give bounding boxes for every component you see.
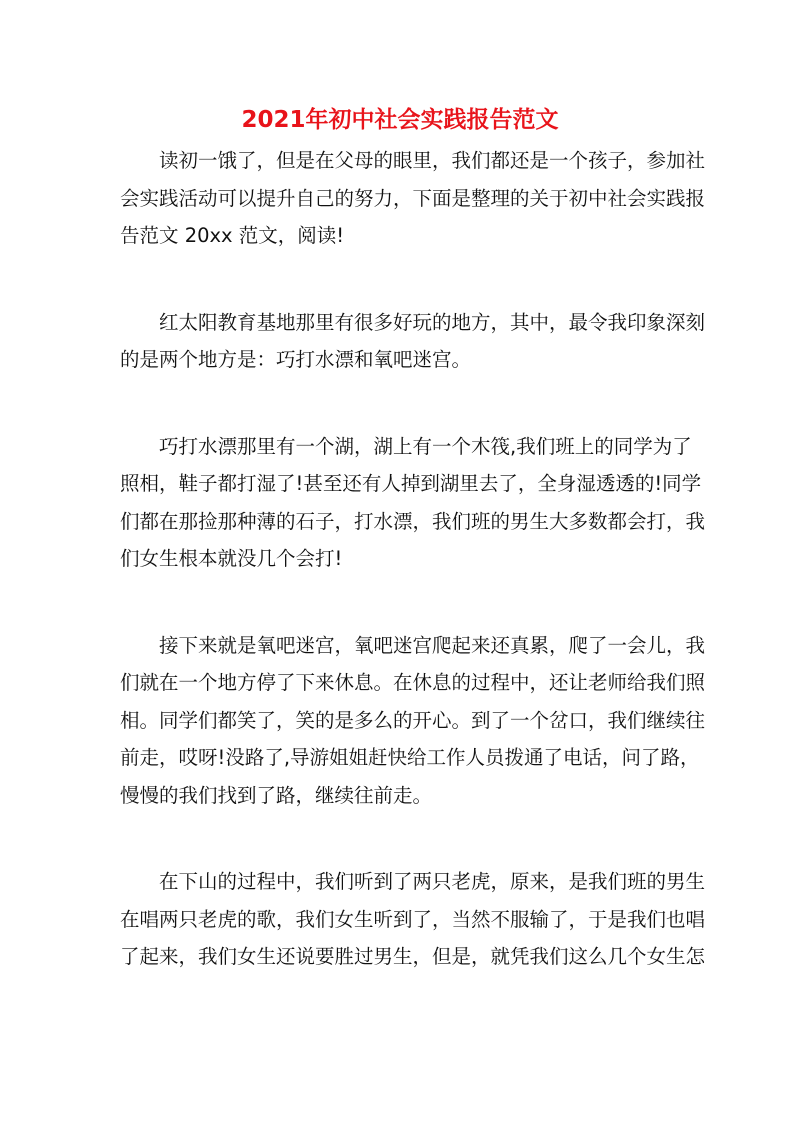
document-body: [120, 142, 706, 1025]
paragraph-4: [120, 627, 706, 815]
paragraph-2: [120, 304, 706, 379]
text-line: 会实践活动可以提升自己的努力，下面是整理的关于初中社会实践报: [120, 186, 706, 210]
paragraph-3: [120, 428, 706, 578]
text-line: 告范文 20xx 范文，阅读!: [120, 224, 345, 247]
text-line: 在唱两只老虎的歌，我们女生听到了，当然不服输了，于是我们也唱: [120, 907, 706, 931]
text-line: 前走，哎呀!没路了,导游姐姐赶快给工作人员拨通了电话，问了路，: [120, 746, 700, 769]
text-line: 慢慢的我们找到了路，继续往前走。: [120, 783, 433, 807]
text-line: 读初一饿了，但是在父母的眼里，我们都还是一个孩子，参加社: [120, 149, 706, 172]
text-line: 们都在那捡那种薄的石子，打水漂，我们班的男生大多数都会打，我: [120, 509, 706, 533]
text-line: 巧打水漂那里有一个湖，湖上有一个木筏,我们班上的同学为了: [120, 434, 692, 458]
text-line: 接下来就是氧吧迷宫，氧吧迷宫爬起来还真累，爬了一会儿，我: [120, 633, 706, 657]
text-line: 们就在一个地方停了下来休息。在休息的过程中，还让老师给我们照: [120, 671, 706, 694]
text-line: 的是两个地方是：巧打水漂和氧吧迷宫。: [120, 348, 472, 371]
document-title: 2021年初中社会实践报告范文: [241, 107, 559, 133]
paragraph-1: [120, 142, 706, 255]
paragraph-5: [120, 863, 706, 976]
text-line: 相。同学们都笑了，笑的是多么的开心。到了一个岔口，我们继续往: [120, 708, 706, 732]
text-line: 照相，鞋子都打湿了!甚至还有人掉到湖里去了，全身湿透透的!同学: [120, 472, 702, 495]
text-line: 红太阳教育基地那里有很多好玩的地方，其中，最令我印象深刻: [120, 310, 706, 334]
text-line: 了起来，我们女生还说要胜过男生，但是，就凭我们这么几个女生怎: [120, 945, 706, 968]
text-line: 在下山的过程中，我们听到了两只老虎，原来，是我们班的男生: [120, 870, 706, 893]
text-line: 们女生根本就没几个会打!: [120, 547, 343, 570]
